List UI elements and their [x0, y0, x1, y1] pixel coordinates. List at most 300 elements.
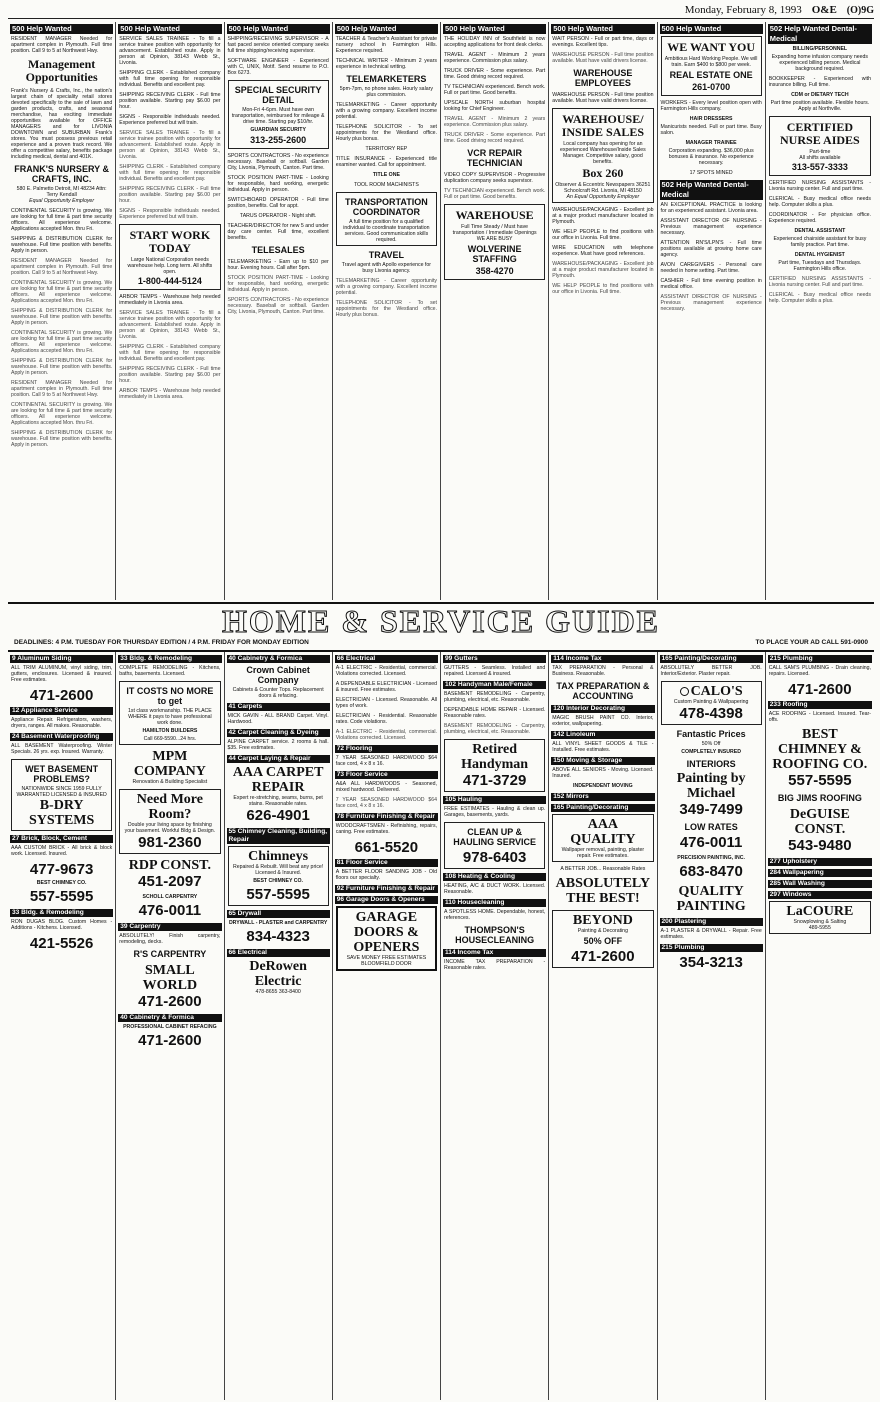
ad-heading: QUALITY PAINTING — [676, 884, 746, 914]
ad-company: REAL ESTATE ONE — [669, 70, 753, 80]
classified-ad: RESIDENT MANAGER Needed for apartment complex in Plymouth. Full time position. Call 9 to 5 at Northwest Hwy. — [11, 258, 113, 276]
service-ad: INCOME TAX PREPARATION - Reasonable rates. — [444, 959, 546, 971]
service-ad — [444, 822, 545, 869]
service-ad — [228, 665, 329, 699]
home-service-guide-banner — [8, 602, 874, 652]
ad-company: BLOOMFIELD DOOR — [361, 961, 412, 967]
category-header: 165 Painting/Decorating — [660, 655, 763, 663]
column-4 — [333, 22, 441, 600]
classified-ad: STOCK POSITION PART-TIME - Looking for responsible, hard working, energetic individual. Apply in person. — [227, 175, 329, 193]
ad-body: Expanding home infusion company needs experienced billing person. Medical background required. — [771, 54, 869, 72]
ad-phone: Call 669-5590...24 hrs. — [143, 736, 197, 742]
ad-body: Large National Corporation needs warehouse help. Long term. All shifts open. — [127, 257, 213, 275]
ad-company: BIG JIMS ROOFING — [777, 793, 862, 803]
masthead — [8, 2, 874, 19]
ad-phone: 661-5520 — [354, 839, 419, 856]
classified-ad: WAREHOUSE/PACKAGING - Excellent job at a major product manufacturer located in Plymouth. — [552, 261, 654, 279]
ad-body: Corporation expanding. $36,000 plus bonuses & insurance. No experience necessary. — [668, 148, 754, 166]
category-header: 12 Appliance Service — [10, 707, 113, 715]
guide-column-8 — [766, 652, 874, 1400]
classified-ad — [444, 204, 545, 280]
classified-ad: SHIPPING & DISTRIBUTION CLERK for warehouse. Full time position with benefits. Apply in person. — [11, 358, 113, 376]
ad-heading: SPECIAL SECURITY DETAIL — [234, 85, 322, 105]
section-header: 502 Help Wanted Dental-Medical — [660, 180, 763, 200]
ad-heading: Need More Room? — [136, 792, 203, 822]
classified-ad: WAREHOUSE PERSON - Full time position available. Must have valid drivers license. — [552, 52, 654, 64]
service-ad — [552, 681, 653, 701]
ad-tagline: WE ARE BUSY — [476, 236, 513, 242]
classified-ad — [11, 164, 112, 204]
classified-ad: WAREHOUSE PERSON - Full time position available. Must have valid drivers license. — [552, 92, 654, 104]
category-header: 66 Electrical — [227, 949, 330, 957]
ad-phone: 477-9673 — [29, 861, 94, 878]
column-3 — [225, 22, 333, 600]
ad-body: Frank's Nursery & Crafts, Inc., the nation's largest chain of speciality retail stores devoted specifically to the sale of lawn and garden products, crafts, and seasonal merchandise, has exciting immediate opportunities available for OFFICE MANAGERS and for LIVONIA DOWNTOWN and SUBURBAN Frank's stores. You must possess previous retail experience and a proven track record. We offer a competitive salary, benefits package including medical, dental and 401K. — [11, 88, 113, 160]
service-ad: A-1 PLASTER & DRYWALL - Repair. Free estimates. — [660, 928, 762, 940]
ad-heading: TAX PREPARATION & ACCOUNTING — [556, 681, 650, 701]
classified-ad: SOFTWARE ENGINEER - Experienced with C, UNIX, Motif. Send resume to P.O. Box 6273. — [227, 58, 329, 76]
help-wanted-section — [8, 22, 874, 600]
ad-heading: WE WANT YOU — [667, 40, 756, 54]
category-header: 96 Garage Doors & Openers — [335, 896, 438, 904]
category-header: 24 Basement Waterproofing — [10, 733, 113, 741]
category-header: 42 Carpet Cleaning & Dyeing — [227, 729, 330, 737]
category-header: 78 Furniture Finishing & Repair — [335, 813, 438, 821]
ad-phone: 451-2097 — [138, 873, 202, 890]
ad-phone: 978-6403 — [462, 849, 527, 866]
ad-heading: DENTAL HYGIENIST — [794, 252, 845, 258]
classified-ad — [444, 148, 545, 168]
ad-phone: 557-5595 — [788, 772, 852, 789]
service-ad: ABOVE ALL SENIORS - Moving. Licensed. Insured. — [552, 767, 654, 779]
category-header: 9 Aluminum Siding — [10, 655, 113, 663]
ad-company: GUARDIAN SECURITY — [250, 127, 306, 133]
banner-deadlines: DEADLINES: 4 P.M. TUESDAY FOR THURSDAY EDITION / 4 P.M. FRIDAY FOR MONDAY EDITION — [14, 639, 309, 646]
ad-heading: TELESALES — [251, 245, 305, 255]
ad-heading: PROFESSIONAL CABINET REFACING — [123, 1024, 217, 1030]
service-ad — [444, 739, 545, 792]
category-header: 233 Roofing — [768, 701, 872, 709]
ad-company: DeRowen Electric — [249, 959, 307, 989]
service-ad — [769, 901, 871, 934]
ad-heading: INTERIORS — [686, 759, 736, 769]
ad-body: Manicurists needed. Full or part time. Busy salon. — [660, 124, 762, 136]
ad-body: Ambitious Hard Working People. We will train. Earn $400 to $800 per week. — [664, 56, 758, 68]
ad-heading: TELEMARKETERS — [346, 74, 427, 84]
service-ad — [119, 963, 220, 1010]
ad-body: A full time position for a qualified individual to coordinate transportation services. Good communication skills required. — [343, 219, 430, 243]
service-ad: A&A ALL HARDWOODS - Seasoned, mixed hardwood. Delivered. — [335, 781, 437, 793]
ad-phone: 313-557-3333 — [791, 162, 848, 172]
service-ad — [552, 876, 653, 906]
banner-title-text: HOME & SERVICE GUIDE — [221, 603, 661, 639]
service-ad — [769, 727, 871, 789]
ad-heading: Fantastic Prices — [676, 729, 746, 739]
service-ad: A-1 ELECTRIC - Residential, commercial. Violations corrected. Licensed. — [335, 729, 437, 741]
ad-body: Mon-Fri 4-6pm. Must have own transportation, reimbursed for mileage & drive time. Starting pay $10/hr. — [231, 107, 325, 125]
ad-offer: 50% OFF — [583, 936, 623, 946]
service-ad: BASEMENT REMODELING - Carpentry, plumbing, electrical, etc. Reasonable. — [444, 691, 546, 703]
service-ad: DEPENDABLE HOME REPAIR - Licensed. Reasonable rates. — [444, 707, 546, 719]
ad-box: Box 260 — [582, 166, 624, 180]
service-ad: WOODCRAFTSMEN - Refinishing, repairs, caning. Free estimates. — [335, 823, 437, 835]
ad-company: MPM COMPANY — [133, 749, 206, 779]
category-header: 165 Painting/Decorating — [551, 804, 654, 812]
service-ad — [228, 846, 329, 906]
service-ad — [11, 880, 112, 905]
ad-body: NATIONWIDE SINCE 1959 FULLY WARRANTED LICENSED & INSURED — [16, 786, 107, 798]
ad-heading: TITLE ONE — [372, 172, 400, 178]
ad-phone: 358-4270 — [475, 266, 514, 276]
classified-ad — [769, 252, 871, 272]
ad-heading: Chimneys — [248, 849, 309, 864]
ad-heading: DENTAL ASSISTANT — [794, 228, 846, 234]
classified-ad: AN EXCEPTIONAL PRACTICE is looking for an experienced assistant. Livonia area. — [660, 202, 762, 214]
classified-ad: SERVICE SALES TRAINEE - To fill a service trainee position with opportunity for advancement. Established route. Apply in person at Opinion, 38143 Webb St., Livonia. — [119, 130, 221, 160]
category-header: 41 Carpets — [227, 703, 330, 711]
service-ad: A BETTER FLOOR SANDING JOB - Old floors our specialty. — [335, 869, 437, 881]
ad-phone: 261-0700 — [692, 82, 731, 92]
category-header: 105 Hauling — [443, 796, 546, 804]
category-header: 114 Income Tax — [551, 655, 654, 663]
service-ad: ELECTRICIAN - Residential. Reasonable rates. Code violations. — [335, 713, 437, 725]
ad-body: SAVE MONEY FREE ESTIMATES — [346, 955, 427, 961]
service-ad — [661, 759, 762, 818]
banner-subline — [8, 638, 874, 647]
service-ad: A-1 ELECTRIC - Residential, commercial. Violations corrected. Licensed. — [335, 665, 437, 677]
ad-phone: 471-2600 — [571, 948, 635, 965]
ad-phone: 478-8655 363-8400 — [255, 989, 301, 995]
service-ad — [552, 814, 653, 862]
ad-phone: 354-3213 — [679, 954, 743, 971]
classified-ad: SHIPPING CLERK - Established company with full time opening for responsible individual. Benefits and excellent pay. — [119, 70, 221, 88]
ad-heading: INDEPENDENT MOVING — [573, 783, 633, 789]
column-2 — [116, 22, 224, 600]
classified-ad: RESIDENT MANAGER Needed for apartment complex in Plymouth. Full time position. Call 9 to 5 at Northwest Hwy. — [11, 36, 113, 54]
ad-eoe: An Equal Opportunity Employer — [566, 194, 640, 200]
category-header: 81 Floor Service — [335, 859, 438, 867]
classified-ad: SIGNS - Responsible individuals needed. Experience preferred but will train. — [119, 208, 221, 220]
ad-body: Travel agent with Apollo experience for busy Livonia agency. — [341, 262, 431, 274]
classified-ad: TELEPHONE SOLICITOR - To set appointments for the Westland office. Hourly plus bonus. — [335, 300, 437, 318]
classified-ad: WORKERS - Every level position open with Farmington Hills company. — [660, 100, 762, 112]
ad-phone: 421-5526 — [29, 935, 94, 952]
classified-ad: WIRE EDUCATION with telephone experience. Must have good references. — [552, 245, 654, 257]
ad-heading: WET BASEMENT PROBLEMS? — [25, 764, 99, 784]
category-header: 110 Housecleaning — [443, 899, 546, 907]
classified-ad: SHIPPING & DISTRIBUTION CLERK for warehouse. Full time position with benefits. Apply in person. — [11, 430, 113, 448]
category-header: 108 Heating & Cooling — [443, 873, 546, 881]
classified-ad — [336, 74, 437, 98]
category-header: 152 Mirrors — [551, 793, 654, 801]
ad-heading: DRYWALL - PLASTER and CARPENTRY — [228, 920, 328, 926]
ad-phone: 478-4398 — [679, 705, 743, 722]
category-header: 285 Wall Washing — [768, 880, 872, 888]
service-ad: ABSOLUTELY BETTER JOB. Interior/Exterior. Plaster repair. — [660, 665, 762, 677]
classified-ad: ARBOR TEMPS - Warehouse help needed immediately in Livonia area. — [119, 388, 221, 400]
classified-ad: SERVICE SALES TRAINEE - To fill a service trainee position with opportunity for advancement. Established route. Apply in person at Opinion, 38143 Webb St., Livonia. — [119, 36, 221, 66]
classified-ad: TRAVEL AGENT - Minimum 2 years experience. Commission plus salary. — [444, 52, 546, 64]
service-ad: MICK GAVIN - ALL BRAND Carpet. Vinyl. Hardwood. — [227, 713, 329, 725]
category-header: 44 Carpet Laying & Repair — [227, 755, 330, 763]
classified-ad: CONTINENTAL SECURITY is growing. We are looking for full time & part time security officers. All experience welcome. Applications accepted Mon. thru Fri. — [11, 330, 113, 354]
classified-ad: ASSISTANT DIRECTOR OF NURSING - Previous management experience necessary. — [660, 218, 762, 236]
category-header: 66 Electrical — [335, 655, 438, 663]
service-ad: 7 YEAR SEASONED HARDWOOD $64 face cord, 4 x 8 x 16. — [335, 755, 437, 767]
ad-body: Repaired & Rebuilt. Will beat any price! Licensed & Insured. — [233, 864, 324, 876]
service-ad: ALPINE CARPET service. 2 rooms & hall. $35. Free estimates. — [227, 739, 329, 751]
masthead-date: Monday, February 8, 1993 — [684, 4, 802, 16]
classified-ad: UPSCALE NORTH suburban hospital looking for Chief Engineer. — [444, 100, 546, 112]
ad-phone: 626-4901 — [246, 807, 310, 824]
classified-ad — [769, 46, 871, 72]
classified-ad: TV TECHNICIAN experienced. Bench work. Full or part time. Good benefits. — [444, 84, 546, 96]
section-header: 500 Help Wanted — [443, 24, 546, 34]
classified-ad — [552, 108, 653, 203]
ad-body: COMPLETELY INSURED — [681, 749, 741, 755]
ad-phone: 476-0011 — [138, 902, 202, 919]
category-header: 277 Upholstery — [768, 858, 872, 866]
classified-ad: SHIPPING RECEIVING CLERK - Full time position available. Starting pay $6.00 per hour. — [119, 92, 221, 110]
ad-heading: GARAGE DOORS & OPENERS — [353, 910, 420, 955]
classified-ad: THE HOLIDAY INN of Southfield is now accepting applications for front desk clerks. — [444, 36, 546, 48]
ad-body: 50% Off — [701, 741, 721, 747]
ad-phone: 471-2600 — [138, 1032, 202, 1049]
classified-ad: TELEMARKETING - Career opportunity with a growing company. Excellent income potential. — [335, 102, 437, 120]
ad-company-name: CALO'S — [690, 684, 743, 699]
category-header: 215 Plumbing — [660, 944, 763, 952]
category-header: 284 Wallpapering — [768, 869, 872, 877]
ad-phone: 471-3729 — [462, 772, 527, 789]
ad-body: All shifts available — [799, 155, 841, 161]
guide-column-3 — [225, 652, 333, 1400]
column-1 — [8, 22, 116, 600]
ad-phone: 476-0011 — [679, 834, 743, 851]
classified-ad: SHIPPING & DISTRIBUTION CLERK for warehouse. Full time position with benefits. Apply in person. — [11, 308, 113, 326]
category-header: 55 Chimney Cleaning, Building, Repair — [227, 828, 330, 844]
ad-body: Experienced chairside assistant for busy family practice. Part time. — [773, 236, 867, 248]
service-ad: Appliance Repair. Refrigerators, washers, dryers, ranges. All makes. Reasonable. — [11, 717, 113, 729]
classified-ad: SHIPPING CLERK - Established company with full time opening for responsible individual. Benefits and excellent pay. — [119, 164, 221, 182]
service-ad — [228, 959, 329, 995]
ad-phone: 557-5595 — [29, 888, 94, 905]
classified-ad — [228, 245, 329, 255]
service-ad — [661, 884, 762, 914]
ad-heading: VCR REPAIR TECHNICIAN — [466, 148, 523, 168]
ad-phone: 981-2360 — [138, 834, 202, 851]
classified-ad — [661, 36, 762, 96]
classified-ad: TEACHER & Teacher's Assistant for private nursery school in Farmington Hills. Experience required. — [335, 36, 437, 54]
service-ad — [119, 681, 220, 745]
ad-company: Painting by Michael — [676, 771, 746, 801]
classified-ad: COORDINATOR - For physician office. Experience required. — [768, 212, 871, 224]
ad-heading: CDM or DIETARY TECH — [791, 92, 849, 98]
service-ad — [661, 729, 762, 755]
section-header: 500 Help Wanted — [660, 24, 763, 34]
ad-heading: BILLING/PERSONNEL — [792, 46, 848, 52]
ad-heading: WAREHOUSE EMPLOYEES — [573, 68, 633, 88]
section-header: 500 Help Wanted — [335, 24, 438, 34]
classified-ad: 17 SPOTS MINED — [689, 170, 733, 176]
service-guide-section — [8, 652, 874, 1400]
ad-subheading: Part-time — [809, 149, 831, 155]
service-ad: COMPLETE REMODELING - Kitchens, baths, basements. Licensed. — [119, 665, 221, 677]
service-ad: TAX PREPARATION - Personal & Business. Reasonable. — [552, 665, 654, 677]
banner-title — [8, 604, 874, 638]
classified-ad — [119, 224, 220, 290]
ad-body: Snowplowing & Salting — [793, 919, 847, 925]
section-header: 500 Help Wanted — [227, 24, 330, 34]
classified-ad — [552, 68, 653, 88]
classified-ad: RESIDENT MANAGER Needed for apartment complex in Plymouth. Full time position. Call 9 to 5 at Northwest Hwy. — [11, 380, 113, 398]
classified-ad — [661, 116, 762, 136]
service-ad — [552, 910, 653, 968]
service-ad — [119, 949, 220, 959]
ad-body: Painting & Decorating — [577, 928, 628, 934]
classified-ad — [769, 116, 871, 176]
service-ad: AAA CUSTOM BRICK - All brick & block work. Licensed. Insured. — [11, 845, 113, 857]
category-header: 114 Income Tax — [443, 949, 546, 957]
ad-phone: 349-7499 — [679, 801, 743, 818]
ad-company: BEST CHIMNEY CO. — [253, 878, 304, 884]
ad-heading: MANAGER TRAINEE — [685, 140, 737, 146]
section-header: 500 Help Wanted — [118, 24, 221, 34]
classified-ad — [769, 228, 871, 248]
classified-ad: TELEPHONE SOLICITOR - To set appointments for the Westland office. Hourly plus bonus. — [335, 124, 437, 142]
ad-body: Renovation & Building Specialist — [132, 779, 208, 785]
category-header: 73 Floor Service — [335, 771, 438, 779]
ad-body: Custom Painting & Wallpapering — [673, 699, 749, 705]
column-6 — [549, 22, 657, 600]
service-ad — [661, 681, 762, 725]
ad-company: THOMPSON'S HOUSECLEANING — [455, 925, 535, 945]
ad-company: BEST CHIMNEY & ROOFING CO. — [772, 727, 868, 772]
category-header: 102 Handyman Male/Female — [443, 681, 546, 689]
classified-ad: WE HELP PEOPLE to find positions with our office in Livonia. Full time. — [552, 229, 654, 241]
classified-ad: CASHIER - Full time evening position in medical office. — [660, 278, 762, 290]
ad-company: LaCOURE — [786, 904, 854, 919]
category-header: 72 Flooring — [335, 745, 438, 753]
classified-ad: WAREHOUSE/PACKAGING - Excellent job at a major product manufacturer located in Plymouth. — [552, 207, 654, 225]
classified-ad: SHIPPING RECEIVING CLERK - Full time position available. Starting pay $6.00 per hour. — [119, 366, 221, 384]
ad-company: Crown Cabinet Company — [246, 665, 310, 685]
ad-eoe: Equal Opportunity Employer — [29, 198, 95, 204]
service-ad — [769, 793, 871, 803]
category-header: 200 Plastering — [660, 918, 763, 926]
masthead-code: (O)9G — [846, 4, 874, 16]
ad-address: 580 E. Palmetto Detroit, MI 48234 Attn: Terry Kendall — [16, 186, 107, 198]
category-header: 215 Plumbing — [768, 655, 872, 663]
classified-ad: SHIPPING/RECEIVING SUPERVISOR - A fast paced service oriented company seeks full time shipping/receiving supervisor. — [227, 36, 329, 54]
ad-company: RDP CONST. — [128, 858, 211, 873]
service-ad — [336, 906, 437, 971]
service-ad — [119, 749, 220, 785]
ad-phone: 471-2600 — [788, 681, 852, 698]
category-header: 40 Cabinetry & Formica — [118, 1014, 221, 1022]
category-header: 27 Brick, Block, Cement — [10, 835, 113, 843]
ad-company: WOLVERINE STAFFING — [467, 244, 522, 264]
classified-ad: SWITCHBOARD OPERATOR - Full time position, benefits. Call for appt. — [227, 197, 329, 209]
service-ad: HEATING, A/C & DUCT WORK. Licensed. Reasonable. — [444, 883, 546, 895]
category-header: 297 Windows — [768, 891, 872, 899]
service-ad: BASEMENT REMODELING - Carpentry, plumbing, electrical, etc. Reasonable. — [444, 723, 546, 735]
ad-company: AAA CARPET REPAIR — [232, 765, 324, 795]
ad-company: SMALL WORLD — [142, 963, 198, 993]
classified-ad: TEACHER/DIRECTOR for new 5 and under day care center. Full time, excellent benefits. — [227, 223, 329, 241]
category-header: 65 Drywall — [227, 910, 330, 918]
guide-column-7 — [658, 652, 766, 1400]
category-header: 92 Furniture Finishing & Repair — [335, 885, 438, 893]
service-ad — [769, 807, 871, 854]
ad-company: R'S CARPENTRY — [133, 949, 207, 959]
classified-ad: CERTIFIED NURSING ASSISTANTS - Livonia nursing center. Full and part time. — [768, 180, 871, 192]
category-header: 33 Bldg. & Remodeling — [10, 909, 113, 917]
ad-heading: HAIR DRESSERS — [689, 116, 733, 122]
classified-ad — [661, 140, 762, 166]
category-header: 33 Bldg. & Remodeling — [118, 655, 221, 663]
ad-heading: LOW RATES — [684, 822, 738, 832]
classified-ad: CONTINENTAL SECURITY is growing. We are looking for full time & part time security officers. All experience welcome. Applications accepted Mon. thru Fri. — [11, 402, 113, 426]
ad-body: Cabinets & Counter Tops. Replacement doors & refacing. — [232, 687, 324, 699]
service-ad: CALL SAM'S PLUMBING - Drain cleaning, repairs. Licensed. — [768, 665, 871, 677]
ad-body: Local company has opening for an experienced Warehouse/Inside Sales Manager. Competitive salary, good benefits. — [560, 141, 646, 165]
service-ad — [119, 894, 220, 919]
ad-body: 5pm-7pm, no phone sales. Hourly salary plus commission. — [339, 86, 433, 98]
category-header: 39 Carpentry — [118, 923, 221, 931]
ad-heading: Retired Handyman — [461, 742, 529, 772]
ad-heading: CLEAN UP & HAULING SERVICE — [453, 827, 537, 847]
banner-call: TO PLACE YOUR AD CALL 591-0900 — [755, 639, 868, 646]
ad-body: 1st class workmanship. THE PLACE WHERE it pays to have professional work done. — [127, 708, 212, 726]
classified-ad: CONTINENTAL SECURITY is growing. We are looking for full time & part time security officers. All experience welcome. Applications accepted Mon. thru Fri. — [11, 208, 113, 232]
classified-ad: CLERICAL - Busy medical office needs help. Computer skills a plus. — [768, 196, 871, 208]
classified-ad: ASSISTANT DIRECTOR OF NURSING - Previous management experience necessary. — [660, 294, 762, 312]
star-icon — [680, 687, 689, 696]
service-ad — [228, 765, 329, 824]
service-ad: FREE ESTIMATES - Hauling & clean up. Garages, basements, yards. — [444, 806, 546, 818]
classified-ad: SHIPPING RECEIVING CLERK - Full time position available. Starting pay $6.00 per hour. — [119, 186, 221, 204]
classified-ad: TELEMARKETING - Earn up to $10 per hour. Evening hours. Call after 5pm. — [227, 259, 329, 271]
ad-body: Expert re-stretching, seams, burns, pet stains. Reasonable rates. — [233, 795, 323, 807]
category-header: 99 Gutters — [443, 655, 546, 663]
ad-company: PRECISION PAINTING, INC. — [677, 855, 745, 861]
ad-address: Observer & Eccentric Newspapers 36251 Schoolcraft Rd. Livonia, MI 48150 — [555, 182, 651, 194]
classified-ad: SHIPPING CLERK - Established company with full time opening for responsible individual. Benefits and excellent pay. — [119, 344, 221, 362]
ad-phone: 471-2600 — [29, 687, 94, 704]
category-header: 120 Interior Decorating — [551, 705, 654, 713]
service-ad: RON DUGAS BLDG. Custom Homes - Additions - Kitchens. Licensed. — [11, 919, 113, 931]
ad-body: Double your living space by finishing your basement. Workful Bldg & Design. — [124, 822, 216, 834]
classified-ad: SERVICE SALES TRAINEE - To fill a service trainee position with opportunity for advancement. Established route. Apply in person at Opinion, 38143 Webb St., Livonia. — [119, 310, 221, 340]
classified-ad — [336, 172, 437, 178]
ad-body: Wallpaper removal, painting, plaster repair. Free estimates. — [561, 847, 645, 859]
masthead-paper: O&E — [811, 4, 837, 16]
classified-ad: CLERICAL - Busy medical office needs help. Computer skills a plus. — [768, 292, 871, 304]
classified-ad: TITLE INSURANCE - Experienced title examiner wanted. Call for appointment. — [335, 156, 437, 168]
ad-phone: 471-2600 — [138, 993, 202, 1010]
column-5 — [441, 22, 549, 600]
classified-ad — [228, 80, 329, 149]
ad-heading: FRANK'S NURSERY & CRAFTS, INC. — [14, 164, 109, 184]
service-ad: ALL BASEMENT Waterproofing. Winter Specials. 26 yrs. exp. Insured. Warranty. — [11, 743, 113, 755]
ad-company: HAMILTON BUILDERS — [142, 728, 198, 734]
classified-ad: SHIPPING & DISTRIBUTION CLERK for warehouse. Full time position with benefits. Apply in person. — [11, 236, 113, 254]
classified-ad: TARUS OPERATOR - Night shift. — [239, 213, 317, 219]
classified-ad — [11, 58, 112, 84]
guide-column-6 — [549, 652, 657, 1400]
service-ad: ABSOLUTELY! Finish carpentry, remodeling, decks. — [119, 933, 221, 945]
service-ad — [552, 783, 653, 789]
